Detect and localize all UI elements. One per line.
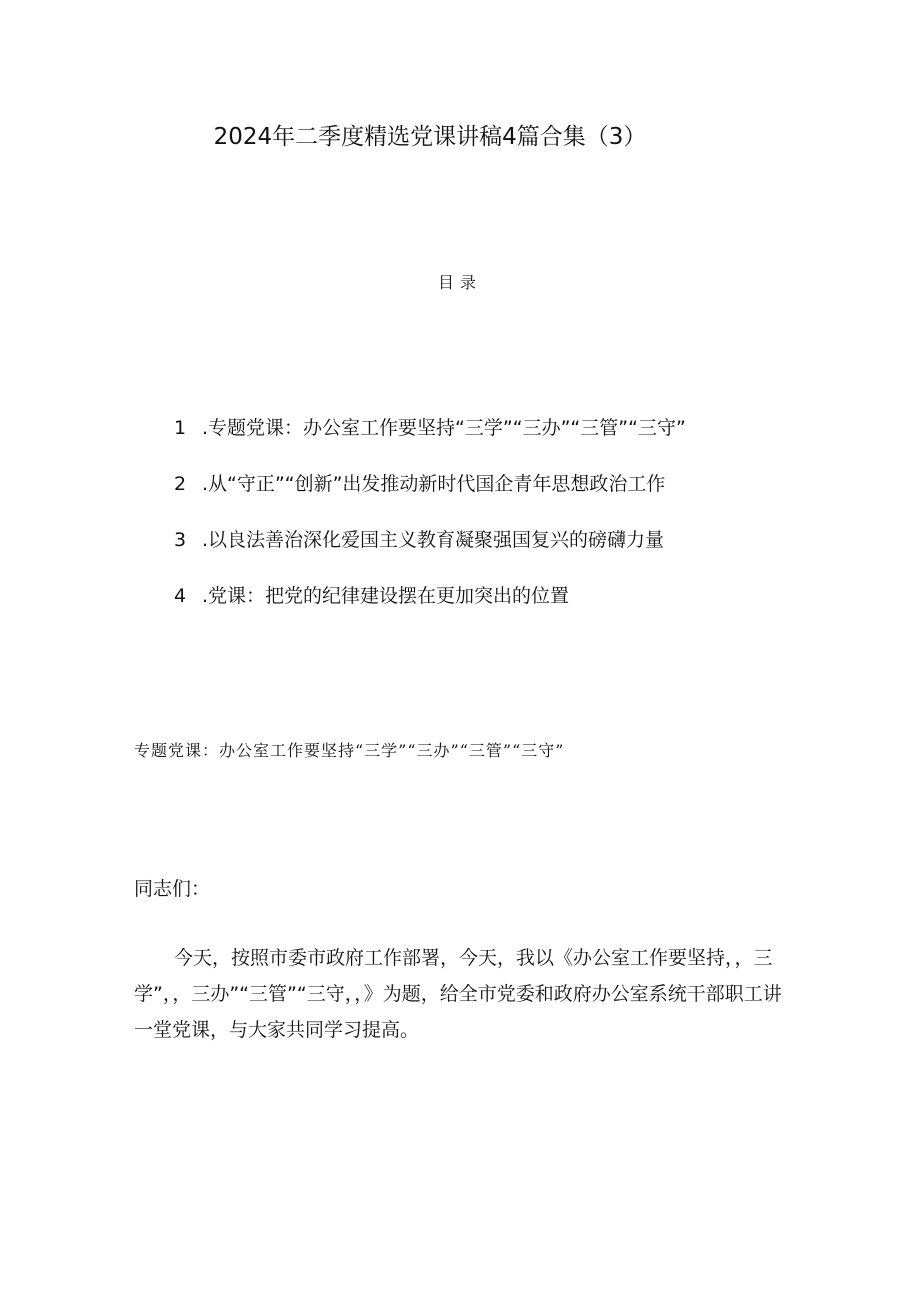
toc-item-text: .党课：把党的纪律建设摆在更加突出的位置 xyxy=(202,585,570,607)
toc-item-text: .专题党课：办公室工作要坚持“三学”“三办”“三管”“三守” xyxy=(202,417,686,439)
toc-item-text: .以良法善治深化爱国主义教育凝聚强国复兴的磅礴力量 xyxy=(202,529,665,551)
toc-item xyxy=(134,468,774,500)
document-title: 2024年二季度精选党课讲稿4篇合集（3） xyxy=(213,124,647,150)
section-heading: 专题党课：办公室工作要坚持“三学”“三办”“三管”“三守” xyxy=(134,741,565,760)
toc-item xyxy=(134,580,774,612)
toc-item-number: 4 xyxy=(174,585,187,607)
table-of-contents xyxy=(134,412,774,636)
toc-item-number: 1 xyxy=(174,417,187,439)
salutation: 同志们： xyxy=(134,878,211,900)
toc-item xyxy=(134,412,774,444)
toc-heading: 目录 xyxy=(437,273,482,292)
toc-item-text: .从“守正”“创新”出发推动新时代国企青年思想政治工作 xyxy=(202,473,666,495)
body-paragraph: 今天，按照市委市政府工作部署，今天，我以《办公室工作要坚持，，三学”，，三办”“三管”“三守，，》为题，给全市党委和政府办公室系统干部职工讲一堂党课，与大家共同学习提高。 xyxy=(134,947,782,1041)
toc-item-number: 2 xyxy=(174,473,187,495)
toc-item-number: 3 xyxy=(174,529,187,551)
toc-item xyxy=(134,524,774,556)
